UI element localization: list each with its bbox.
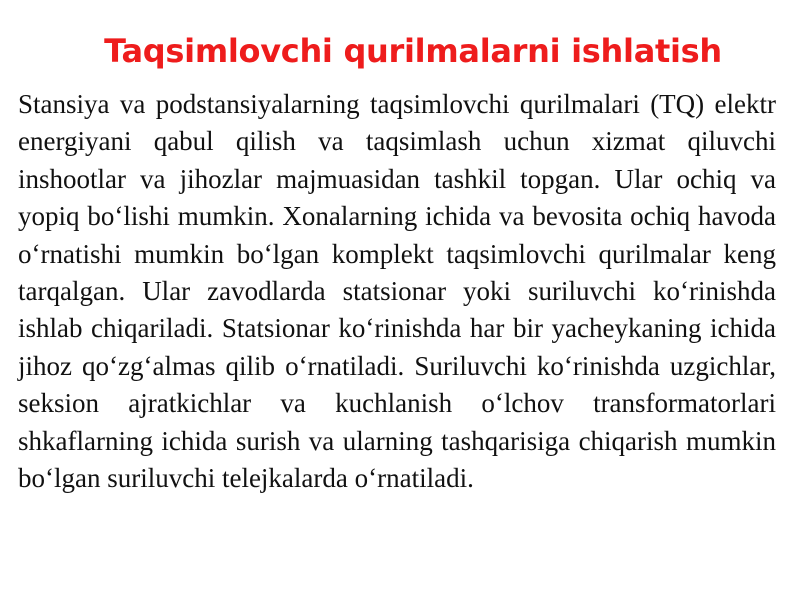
slide-title: Taqsimlovchi qurilmalarni ishlatish: [104, 32, 722, 70]
body-paragraph: Stansiya va podstansiyalarning taqsimlovchi qurilmalari (TQ) elektr energiyani qabul qilish va taqsimlash uchun xizmat qiluvchi inshootlar va jihozlar majmuasidan tashkil topgan. Ular ochiq va yopiq bo‘lishi mumkin. Xonalarning ichida va bevosita ochiq havoda o‘rnatishi mumkin bo‘lgan komplekt taqsimlovchi qurilmalar keng tarqalgan. Ular zavodlarda statsionar yoki suriluvchi ko‘rinishda ishlab chiqariladi. Statsionar ko‘rinishda har bir yacheykaning ichida jihoz qo‘zg‘almas qilib o‘rnatiladi. Suriluvchi ko‘rinishda uzgichlar, seksion ajratkichlar va kuchlanish o‘lchov transformatorlari shkaflarning ichida surish va ularning tashqarisiga chiqarish mumkin bo‘lgan suriluvchi telejkalarda o‘rnatiladi.: [18, 89, 776, 494]
